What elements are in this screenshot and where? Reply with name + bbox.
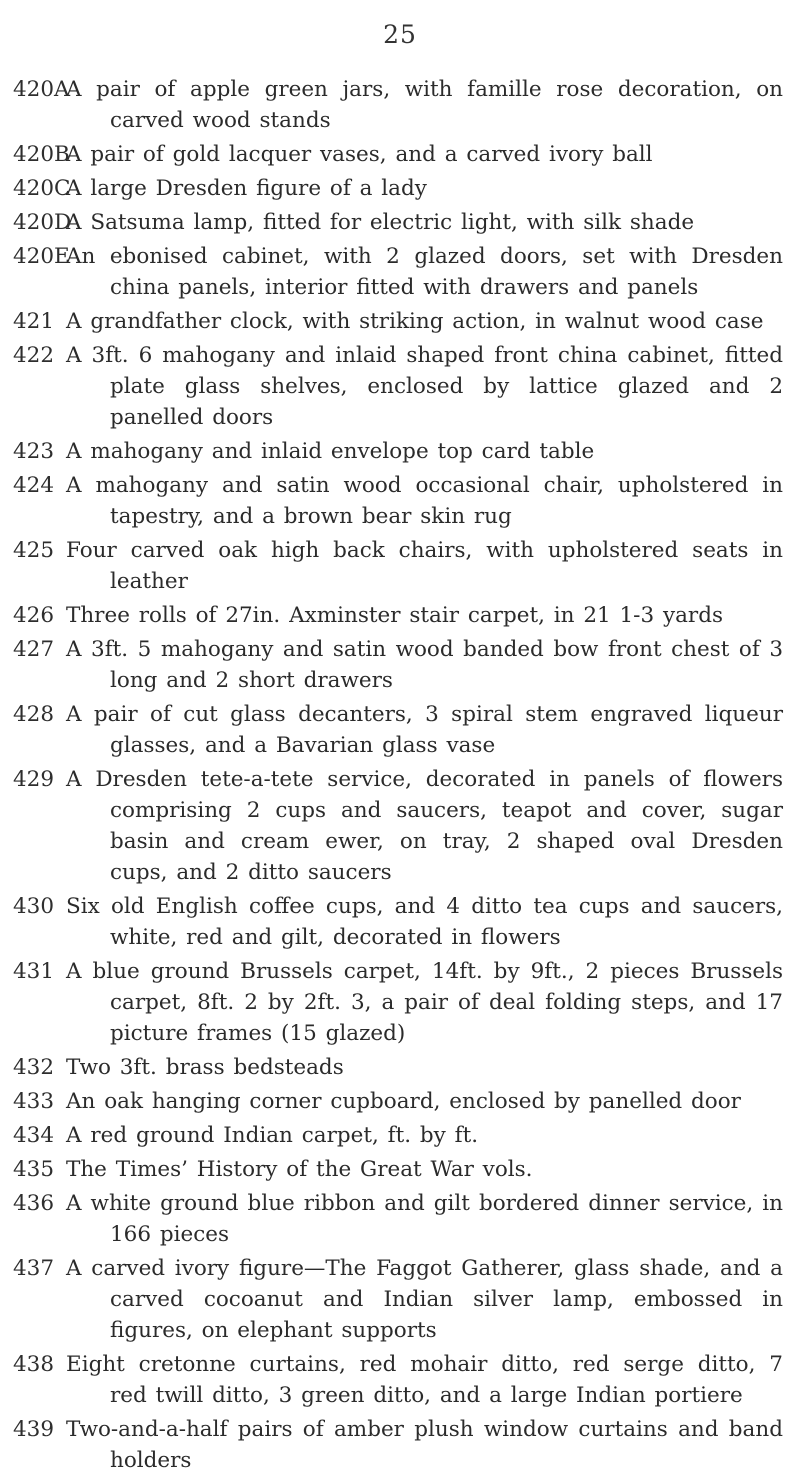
lot-description: Two-and-a-half pairs of amber plush window curtains and band holders (66, 1417, 783, 1473)
lot-number: 437 (13, 1256, 55, 1281)
lot-description: A Dresden tete-a-tete service, decorated in panels of flowers comprising 2 cups and saucers, teapot and cover, sugar basin and cream ewer, on tray, 2 shaped oval Dresden cups, and 2 ditto saucers (66, 767, 783, 885)
lot-description: A carved ivory figure—The Faggot Gatherer, glass shade, and a carved cocoanut and Indian silver lamp, embossed in figures, on elephant supports (66, 1256, 783, 1343)
lot-description: Two 3ft. brass bedsteads (66, 1055, 344, 1080)
lot-number: 435 (13, 1157, 55, 1182)
lot-number: 423 (13, 439, 55, 464)
lot-entry (13, 634, 783, 696)
lot-entry (13, 470, 783, 532)
lot-number: 438 (13, 1352, 55, 1377)
lot-description: A large Dresden figure of a lady (66, 176, 427, 201)
lot-number: 429 (13, 767, 55, 792)
lot-entry (13, 1188, 783, 1250)
lot-number: 428 (13, 702, 55, 727)
lot-description: Eight cretonne curtains, red mohair ditto, red serge ditto, 7 red twill ditto, 3 green ditto, and a large Indian portiere (66, 1352, 783, 1408)
lot-number: 439 (13, 1417, 55, 1442)
lot-description: A white ground blue ribbon and gilt bordered dinner service, in 166 pieces (66, 1191, 783, 1247)
lot-entry (13, 436, 783, 467)
lot-entry (13, 1086, 783, 1117)
lot-description: Four carved oak high back chairs, with upholstered seats in leather (66, 538, 783, 594)
lot-description: A pair of gold lacquer vases, and a carved ivory ball (66, 142, 653, 167)
lot-number: 436 (13, 1191, 55, 1216)
lot-description: An oak hanging corner cupboard, enclosed by panelled door (66, 1089, 741, 1114)
lot-entry (13, 1120, 783, 1151)
lot-description: The Times’ History of the Great War vols. (66, 1157, 533, 1182)
lot-description: A 3ft. 5 mahogany and satin wood banded bow front chest of 3 long and 2 short drawers (66, 637, 783, 693)
lot-description: Three rolls of 27in. Axminster stair carpet, in 21 1-3 yards (66, 603, 724, 628)
lot-description: A mahogany and inlaid envelope top card table (66, 439, 595, 464)
lot-entry (13, 1253, 783, 1346)
lot-number: 420B (13, 142, 70, 167)
lot-entry (13, 535, 783, 597)
lot-entry (13, 173, 783, 204)
lot-entry (13, 699, 783, 761)
catalogue-list (13, 74, 783, 1479)
lot-number: 430 (13, 894, 55, 919)
page-number: 25 (383, 20, 417, 49)
lot-number: 424 (13, 473, 55, 498)
lot-number: 426 (13, 603, 55, 628)
lot-entry (13, 956, 783, 1049)
lot-entry (13, 139, 783, 170)
lot-description: Six old English coffee cups, and 4 ditto tea cups and saucers, white, red and gilt, decorated in flowers (66, 894, 783, 950)
lot-number: 425 (13, 538, 55, 563)
lot-description: A mahogany and satin wood occasional chair, upholstered in tapestry, and a brown bear skin rug (66, 473, 783, 529)
lot-entry (13, 306, 783, 337)
lot-number: 420E (13, 244, 70, 269)
lot-description: A Satsuma lamp, fitted for electric light, with silk shade (66, 210, 695, 235)
lot-description: An ebonised cabinet, with 2 glazed doors, set with Dresden china panels, interior fitted with drawers and panels (66, 244, 783, 300)
lot-number: 434 (13, 1123, 55, 1148)
lot-description: A grandfather clock, with striking action, in walnut wood case (66, 309, 764, 334)
lot-number: 432 (13, 1055, 55, 1080)
lot-entry (13, 1154, 783, 1185)
lot-number: 420C (13, 176, 71, 201)
lot-number: 433 (13, 1089, 55, 1114)
lot-entry (13, 764, 783, 888)
lot-entry (13, 891, 783, 953)
lot-description: A pair of apple green jars, with famille rose decoration, on carved wood stands (66, 77, 783, 133)
lot-description: A red ground Indian carpet, ft. by ft. (66, 1123, 479, 1148)
lot-entry (13, 340, 783, 433)
lot-entry (13, 1349, 783, 1411)
lot-entry (13, 207, 783, 238)
lot-number: 421 (13, 309, 55, 334)
lot-number: 427 (13, 637, 55, 662)
lot-number: 420A (13, 77, 70, 102)
lot-entry (13, 1052, 783, 1083)
lot-entry (13, 74, 783, 136)
lot-number: 422 (13, 343, 55, 368)
lot-number: 420D (13, 210, 72, 235)
lot-entry (13, 600, 783, 631)
lot-description: A 3ft. 6 mahogany and inlaid shaped front china cabinet, fitted plate glass shelves, enclosed by lattice glazed and 2 panelled doors (66, 343, 783, 430)
lot-number: 431 (13, 959, 55, 984)
lot-description: A blue ground Brussels carpet, 14ft. by 9ft., 2 pieces Brussels carpet, 8ft. 2 by 2ft. 3, a pair of deal folding steps, and 17 picture frames (15 glazed) (66, 959, 783, 1046)
lot-entry (13, 1414, 783, 1476)
lot-entry (13, 241, 783, 303)
lot-description: A pair of cut glass decanters, 3 spiral stem engraved liqueur glasses, and a Bavarian glass vase (66, 702, 783, 758)
